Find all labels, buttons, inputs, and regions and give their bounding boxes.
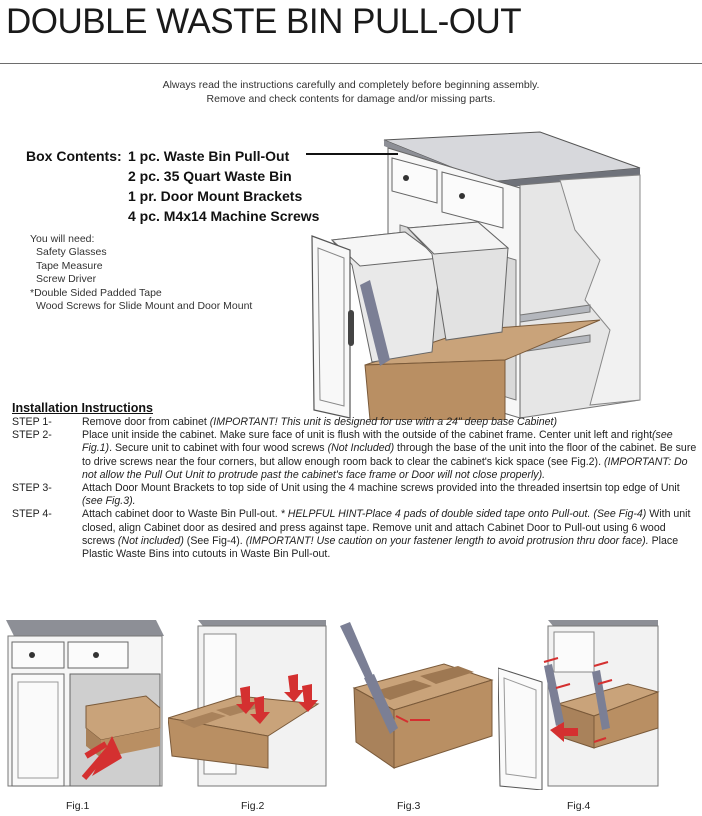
tools-heading: You will need: <box>30 233 95 245</box>
box-item: 1 pc. Waste Bin Pull-Out <box>128 148 290 164</box>
step-number: STEP 2- <box>12 429 52 442</box>
figure-1-illustration <box>6 618 166 790</box>
installation-title: Installation Instructions <box>12 401 153 415</box>
step-number: STEP 1- <box>12 416 52 428</box>
step-text: Attach cabinet door to Waste Bin Pull-out. <box>82 508 281 521</box>
step-text: Attach Door Mount Brackets to top side of Unit using the 4 machine screws provided into the threaded insertsin top edge of Unit <box>82 482 680 495</box>
step-note: (IMPORTANT: Do not allow the Pull Out Unit to protrude past the cabinet's face frame or Door will not close properly). <box>82 455 688 481</box>
figure-4-caption: Fig.4 <box>567 800 591 812</box>
tools-needed-list <box>30 233 252 313</box>
step-text: (See Fig-4). <box>183 534 246 547</box>
tool-item: *Double Sided Padded Tape <box>30 286 162 299</box>
step-note: (see Fig.1) <box>82 429 673 455</box>
figure-2-illustration <box>168 618 328 790</box>
page-title: DOUBLE WASTE BIN PULL-OUT <box>6 2 522 41</box>
step-text: through the base of the unit into the floor of the cabinet. Be sure to drive screws near the four corners, but allow enough room back to clear the cabinet's kick space (see Fig.2). <box>82 442 697 468</box>
installation-steps <box>12 416 698 561</box>
box-contents-label: Box Contents: <box>26 148 122 164</box>
box-contents-leader-line <box>306 153 398 155</box>
step-3 <box>12 482 698 508</box>
step-text: With unit closed, align Cabinet door as desired and press against tape. Remove unit and attach Cabinet Door to Pull-out using 6 wood screws <box>82 508 691 547</box>
figure-3-caption: Fig.3 <box>397 800 421 812</box>
figure-1-caption: Fig.1 <box>66 800 90 812</box>
box-item: 1 pr. Door Mount Brackets <box>128 188 303 204</box>
box-item: 4 pc. M4x14 Machine Screws <box>128 208 320 224</box>
figure-4-illustration <box>498 618 660 790</box>
step-1 <box>12 416 698 429</box>
figure-3-illustration <box>334 618 494 790</box>
tool-item: Screw Driver <box>36 273 97 286</box>
step-2 <box>12 429 698 482</box>
box-item: 2 pc. 35 Quart Waste Bin <box>128 168 292 184</box>
tool-item: Safety Glasses <box>36 246 107 259</box>
step-text: Place Plastic Waste Bins into cutouts in Waste Bin Pull-out. <box>82 534 679 561</box>
step-note: (IMPORTANT! This unit is designed for use with a 24" deep base Cabinet) <box>209 416 558 428</box>
step-4 <box>12 508 698 561</box>
step-note: (Not included) <box>117 534 184 547</box>
box-contents <box>26 146 319 226</box>
step-number: STEP 3- <box>12 482 52 495</box>
step-note: (Not Included) <box>327 442 395 455</box>
step-text: Place unit inside the cabinet. Make sure face of unit is flush with the outside of the cabinet frame. Center unit left and right <box>82 429 653 442</box>
step-text: . Secure unit to cabinet with four wood screws <box>109 442 328 455</box>
tool-item: Wood Screws for Slide Mount and Door Mount <box>36 300 253 313</box>
intro-line-1: Always read the instructions carefully and completely before beginning assembly. <box>162 79 540 91</box>
step-note: * HELPFUL HINT-Place 4 pads of double sided tape onto Pull-out. (See Fig-4) <box>280 508 647 521</box>
figure-2-caption: Fig.2 <box>241 800 265 812</box>
tool-item: Tape Measure <box>36 259 103 272</box>
step-text: Remove door from cabinet <box>82 416 210 428</box>
step-number: STEP 4- <box>12 508 52 521</box>
step-note: (see Fig.3). <box>82 495 136 508</box>
step-note: (IMPORTANT! Use caution on your fastener length to avoid protrusion thru door face). <box>245 534 649 547</box>
intro-line-2: Remove and check contents for damage and/or missing parts. <box>206 93 496 105</box>
